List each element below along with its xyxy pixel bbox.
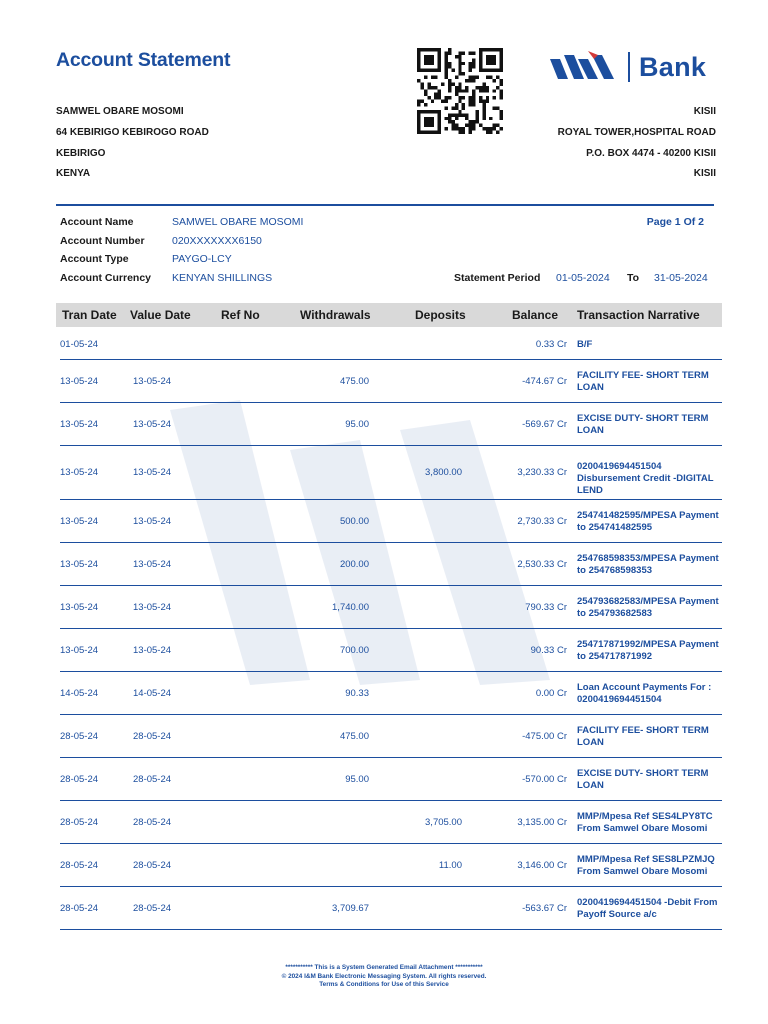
balance-cell: 0.33 Cr	[535, 339, 567, 350]
narrative-cell: EXCISE DUTY- SHORT TERM LOAN	[577, 767, 709, 791]
table-row	[56, 758, 722, 801]
account-name-value: SAMWEL OBARE MOSOMI	[172, 216, 304, 228]
table-row	[56, 629, 722, 672]
tran-date-cell: 13-05-24	[60, 467, 99, 478]
narrative-cell: 254793682583/MPESA Payment to 254793682583	[577, 595, 719, 619]
account-type-label: Account Type	[60, 253, 129, 265]
tran-date-cell: 13-05-24	[60, 418, 99, 430]
narrative-cell: FACILITY FEE- SHORT TERM LOAN	[577, 369, 709, 393]
balance-cell: -475.00 Cr	[522, 730, 567, 742]
footer	[0, 964, 768, 990]
balance-cell: 3,135.00 Cr	[517, 816, 567, 828]
withdrawal-cell: 700.00	[339, 644, 369, 656]
footer-terms-link[interactable]: Terms & Conditions for Use of this Service	[319, 981, 449, 989]
balance-cell: -563.67 Cr	[522, 902, 567, 914]
footer-notice: *********** This is a System Generated Email Attachment ***********	[285, 964, 483, 971]
balance-cell: 2,730.33 Cr	[517, 515, 567, 527]
value-date-cell: 28-05-24	[133, 773, 172, 785]
customer-address-line: KENYA	[56, 168, 91, 180]
column-header-ref-no: Ref No	[221, 308, 260, 322]
balance-cell: -474.67 Cr	[522, 375, 567, 387]
value-date-cell: 14-05-24	[133, 687, 172, 699]
column-header-withdrawals: Withdrawals	[300, 308, 371, 322]
tran-date-cell: 14-05-24	[60, 687, 99, 699]
tran-date-cell: 13-05-24	[60, 601, 99, 613]
account-number-label: Account Number	[60, 235, 145, 247]
value-date-cell: 28-05-24	[133, 730, 172, 742]
value-date-cell: 13-05-24	[133, 601, 172, 613]
tran-date-cell: 28-05-24	[60, 816, 99, 828]
value-date-cell: 13-05-24	[133, 515, 172, 527]
page-indicator: Page 1 Of 2	[646, 216, 704, 228]
branch-address-line: KISII	[693, 106, 716, 117]
footer-copyright: © 2024 I&M Bank Electronic Messaging System. All rights reserved.	[281, 972, 487, 980]
table-row	[56, 844, 722, 887]
account-type-value: PAYGO-LCY	[172, 253, 232, 265]
table-row	[56, 672, 722, 715]
withdrawal-cell: 1,740.00	[332, 601, 369, 613]
statement-period-from: 01-05-2024	[556, 272, 610, 284]
narrative-cell: B/F	[577, 339, 593, 350]
statement-period-to-label: To	[627, 272, 640, 284]
column-header-deposits: Deposits	[415, 308, 466, 322]
balance-cell: 90.33 Cr	[530, 644, 567, 656]
balance-cell: 790.33 Cr	[525, 601, 567, 613]
balance-cell: -570.00 Cr	[522, 773, 567, 785]
withdrawal-cell: 3,709.67	[332, 902, 369, 914]
narrative-cell: Loan Account Payments For : 0200419694451504	[577, 681, 712, 705]
branch-address-line: P.O. BOX 4474 - 40200 KISII	[586, 147, 716, 159]
balance-cell: 0.00 Cr	[535, 687, 567, 699]
table-header	[56, 303, 722, 327]
deposit-cell: 11.00	[438, 859, 462, 871]
withdrawal-cell: 200.00	[339, 558, 369, 570]
balance-cell: 3,146.00 Cr	[517, 859, 567, 871]
narrative-cell: FACILITY FEE- SHORT TERM LOAN	[577, 724, 709, 748]
table-row	[56, 715, 722, 758]
value-date-cell: 28-05-24	[133, 816, 172, 828]
narrative-cell: 254768598353/MPESA Payment to 254768598353	[577, 552, 719, 576]
balance-cell: -569.67 Cr	[522, 418, 567, 430]
value-date-cell: 13-05-24	[133, 467, 172, 478]
value-date-cell: 13-05-24	[133, 418, 172, 430]
table-row	[56, 801, 722, 844]
balance-cell: 2,530.33 Cr	[517, 558, 567, 570]
deposit-cell: 3,800.00	[425, 467, 462, 478]
table-row	[56, 500, 722, 543]
account-name-label: Account Name	[60, 216, 134, 228]
account-currency-label: Account Currency	[60, 272, 152, 284]
table-row	[56, 403, 722, 446]
logo-separator	[628, 52, 630, 82]
table-row	[56, 360, 722, 403]
column-header-value-date: Value Date	[130, 308, 191, 322]
customer-address-line: SAMWEL OBARE MOSOMI	[56, 106, 184, 117]
narrative-cell: 0200419694451504 -Debit From Payoff Source a/c	[577, 896, 718, 920]
value-date-cell: 13-05-24	[133, 558, 172, 570]
branch-address-line: ROYAL TOWER,HOSPITAL ROAD	[557, 126, 716, 138]
narrative-cell: MMP/Mpesa Ref SES8LPZMJQ From Samwel Obare Mosomi	[577, 853, 715, 877]
tran-date-cell: 01-05-24	[60, 339, 99, 350]
bank-name: Bank	[639, 51, 707, 82]
branch-address-line: KISII	[693, 168, 716, 180]
tran-date-cell: 13-05-24	[60, 644, 99, 656]
withdrawal-cell: 500.00	[339, 515, 369, 527]
narrative-cell: MMP/Mpesa Ref SES4LPY8TC From Samwel Obare Mosomi	[577, 810, 713, 834]
account-currency-value: KENYAN SHILLINGS	[172, 272, 273, 284]
withdrawal-cell: 90.33	[345, 687, 369, 699]
value-date-cell: 13-05-24	[133, 644, 172, 656]
narrative-cell: 254717871992/MPESA Payment to 254717871992	[577, 638, 719, 662]
branch-address	[558, 102, 716, 185]
table-row	[56, 446, 722, 500]
narrative-cell: 254741482595/MPESA Payment to 254741482595	[577, 509, 719, 533]
narrative-cell: 0200419694451504 Disbursement Credit -DIGITAL LEND	[577, 461, 714, 496]
tran-date-cell: 28-05-24	[60, 773, 99, 785]
value-date-cell: 13-05-24	[133, 375, 172, 387]
value-date-cell: 28-05-24	[133, 859, 172, 871]
table-row	[56, 330, 722, 360]
row-divider	[60, 929, 722, 930]
tran-date-cell: 28-05-24	[60, 730, 99, 742]
balance-cell: 3,230.33 Cr	[517, 467, 567, 478]
tran-date-cell: 13-05-24	[60, 375, 99, 387]
narrative-cell: EXCISE DUTY- SHORT TERM LOAN	[577, 412, 709, 436]
statement-period-to: 31-05-2024	[654, 272, 708, 284]
tran-date-cell: 28-05-24	[60, 902, 99, 914]
withdrawal-cell: 95.00	[345, 418, 369, 430]
deposit-cell: 3,705.00	[425, 816, 462, 828]
customer-address-line: KEBIRIGO	[56, 147, 106, 159]
bank-logo	[548, 47, 706, 87]
withdrawal-cell: 95.00	[345, 773, 369, 785]
qr-code-icon	[417, 48, 503, 134]
tran-date-cell: 13-05-24	[60, 558, 99, 570]
tran-date-cell: 28-05-24	[60, 859, 99, 871]
column-header-narrative: Transaction Narrative	[577, 308, 700, 322]
table-row	[56, 543, 722, 586]
table-row	[56, 887, 722, 930]
account-number-value: 020XXXXXXX6150	[172, 235, 262, 247]
im-logo-icon	[548, 49, 622, 85]
statement-period-label: Statement Period	[454, 272, 541, 284]
header-divider	[56, 204, 714, 206]
customer-address-line: 64 KEBIRIGO KEBIROGO ROAD	[56, 126, 209, 138]
page-title: Account Statement	[56, 49, 231, 71]
table-row	[56, 586, 722, 629]
column-header-balance: Balance	[512, 308, 559, 322]
withdrawal-cell: 475.00	[339, 730, 369, 742]
value-date-cell: 28-05-24	[133, 902, 172, 914]
customer-address	[56, 102, 209, 185]
tran-date-cell: 13-05-24	[60, 515, 99, 527]
column-header-tran-date: Tran Date	[62, 308, 117, 322]
withdrawal-cell: 475.00	[339, 375, 369, 387]
